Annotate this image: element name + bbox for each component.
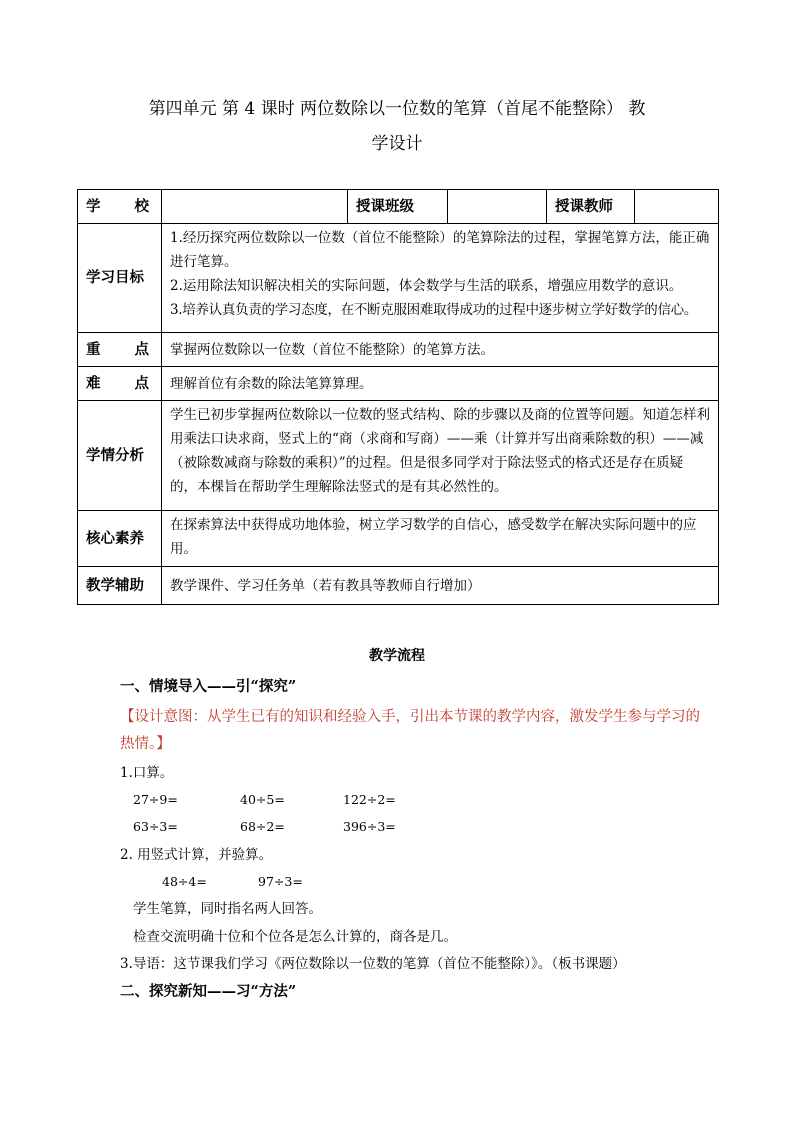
analysis-text: 学生已初步掌握两位数除以一位数的竖式结构、除的步骤以及商的位置等问题。知道怎样利用乘法口诀求商，竖式上的“商（求商和写商）——乘（计算并写出商乘除数的积）——减（被除数减商与除数的乘积）”的过程。但是很多同学对于除法竖式的格式还是存在质疑的，本棵旨在帮助学生理解除法竖式的是有其必然性的。 — [162, 401, 719, 511]
goal-item: 1.经历探究两位数除以一位数（首位不能整除）的笔算除法的过程，掌握笔算方法，能正确进行笔算。 — [170, 230, 710, 270]
class-value — [448, 190, 547, 224]
oral-problem: 122÷2= — [343, 792, 396, 807]
difficulty-text: 理解首位有余数的除法笔算算理。 — [162, 367, 719, 401]
difficulty-label: 难 点 — [78, 367, 162, 401]
core-literacy-text: 在探索算法中获得成功地体验，树立学习数学的自信心，感受数学在解决实际问题中的应用。 — [162, 511, 719, 567]
design-intent-line-1: 【设计意图：从学生已有的知识和经验入手，引出本节课的教学内容，激发学生参与学习的 — [120, 709, 700, 725]
flow-heading: 教学流程 — [369, 648, 425, 664]
key-point-text: 掌握两位数除以一位数（首位不能整除）的笔算方法。 — [162, 333, 719, 367]
check-line: 检查交流明确十位和个位各是怎么计算的，商各是几。 — [133, 929, 457, 945]
core-literacy-label: 核心素养 — [78, 511, 162, 567]
vertical-problem: 97÷3= — [258, 874, 303, 889]
section-2-heading: 二、探究新知——习“方法” — [120, 983, 297, 1000]
teaching-aid-row — [78, 567, 719, 605]
school-row — [78, 190, 719, 224]
student-practice-line: 学生笔算，同时指名两人回答。 — [133, 901, 322, 917]
teacher-value — [635, 190, 719, 224]
oral-problem: 68÷2= — [240, 819, 285, 834]
goals-cell — [162, 224, 719, 333]
school-value — [162, 190, 348, 224]
analysis-row — [78, 401, 719, 511]
core-literacy-row — [78, 511, 719, 567]
item-2-vertical: 2. 用竖式计算，并验算。 — [120, 847, 273, 863]
item-1-oral: 1.口算。 — [120, 765, 174, 781]
document-title — [100, 92, 694, 162]
difficulty-row — [78, 367, 719, 401]
oral-problem: 396÷3= — [343, 819, 396, 834]
analysis-label: 学情分析 — [78, 401, 162, 511]
oral-problem: 40÷5= — [240, 792, 285, 807]
title-line-2: 学设计 — [371, 134, 423, 154]
class-label: 授课班级 — [348, 190, 448, 224]
teaching-aid-label: 教学辅助 — [78, 567, 162, 605]
goal-item: 3.培养认真负责的学习态度，在不断克服困难取得成功的过程中逐步树立学好数学的信心。 — [170, 302, 698, 318]
design-intent-line-2: 热情。】 — [120, 736, 171, 752]
goal-item: 2.运用除法知识解决相关的实际问题，体会数学与生活的联系，增强应用数学的意识。 — [170, 278, 683, 294]
oral-problem: 63÷3= — [133, 819, 178, 834]
section-1-heading: 一、情境导入——引“探究” — [120, 678, 297, 695]
teacher-label: 授课教师 — [547, 190, 635, 224]
goals-label: 学习目标 — [78, 224, 162, 333]
oral-problem: 27÷9= — [133, 792, 178, 807]
vertical-problem: 48÷4= — [162, 874, 207, 889]
teaching-aid-text: 教学课件、学习任务单（若有教具等教师自行增加） — [162, 567, 719, 605]
key-point-row — [78, 333, 719, 367]
title-line-1: 第四单元 第 4 课时 两位数除以一位数的笔算（首尾不能整除） 教 — [148, 99, 646, 119]
lesson-info-table — [77, 189, 719, 605]
goals-row — [78, 224, 719, 333]
item-3-intro: 3.导语：这节课我们学习《两位数除以一位数的笔算（首位不能整除）》。（板书课题） — [120, 956, 626, 972]
key-point-label: 重 点 — [78, 333, 162, 367]
school-label: 学 校 — [78, 190, 162, 224]
